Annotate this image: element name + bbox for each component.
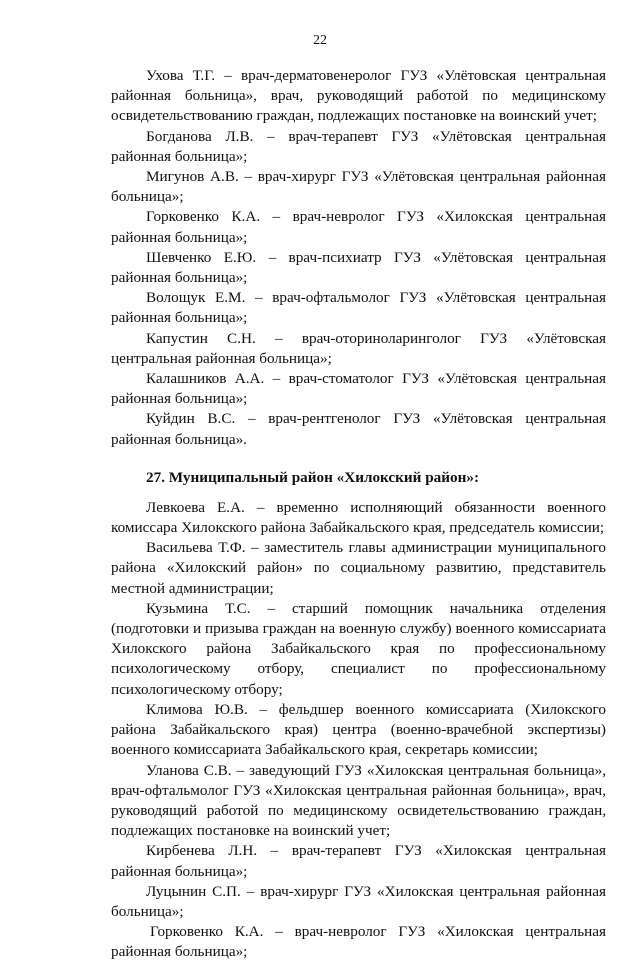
paragraph-voloshchuk: Волощук Е.М. – врач-офтальмолог ГУЗ «Улётовская центральная районная больница»; (111, 289, 606, 327)
paragraph-shevchenko: Шевченко Е.Ю. – врач-психиатр ГУЗ «Улётовская центральная районная больница»; (111, 248, 606, 287)
paragraph-vasilyeva: Васильева Т.Ф. – заместитель главы администрации муниципального района «Хилокский район» по социальному развитию, представитель местной администрации; (111, 539, 606, 597)
document-body (111, 66, 606, 963)
paragraph-kuzmina: Кузьмина Т.С. – старший помощник начальника отделения (подготовки и призыва граждан на военную службу) военного комиссариата Хилокского района Забайкальского края по профессиональному психологическому отбору, специалист по профессиональному психологическому отбору; (111, 599, 606, 698)
paragraph-gorkovenko-2: Горковенко К.А. – врач-невролог ГУЗ «Хилокская центральная районная больница»; (111, 923, 606, 961)
paragraph-lutsynin: Луцынин С.П. – врач-хирург ГУЗ «Хилокская центральная районная больница»; (111, 882, 606, 920)
paragraph-kapustin: Капустин С.Н. – врач-оториноларинголог ГУЗ «Улётовская центральная районная больница»; (111, 329, 606, 367)
paragraph-levkoeva: Левкоева Е.А. – временно исполняющий обязанности военного комиссара Хилокского района Забайкальского края, председатель комиссии; (111, 498, 606, 537)
section-heading: 27. Муниципальный район «Хилокский район»: (146, 468, 480, 486)
paragraph-gorkovenko-1: Горковенко К.А. – врач-невролог ГУЗ «Хилокская центральная районная больница»; (111, 208, 606, 246)
paragraph-migunov: Мигунов А.В. – врач-хирург ГУЗ «Улётовская центральная районная больница»; (111, 168, 606, 206)
paragraph-ulanova: Уланова С.В. – заведующий ГУЗ «Хилокская центральная больница», врач-офтальмолог ГУЗ «Хилокская центральная районная больница», врач, руководящий работой по медицинскому освидетельствованию граждан, подлежащих постановке на воинский учет; (111, 761, 606, 840)
paragraph-ukhova: Ухова Т.Г. – врач-дерматовенеролог ГУЗ «Улётовская центральная районная больница», врач, руководящий работой по медицинскому освидетельствованию граждан, подлежащих постановке на воинский учет; (111, 67, 606, 125)
paragraph-kalashnikov: Калашников А.А. – врач-стоматолог ГУЗ «Улётовская центральная районная больница»; (111, 370, 606, 408)
paragraph-kirbeneva: Кирбенева Л.Н. – врач-терапевт ГУЗ «Хилокская центральная районная больница»; (111, 842, 606, 880)
paragraph-kuydin: Куйдин В.С. – врач-рентгенолог ГУЗ «Улётовская центральная районная больница». (111, 410, 606, 448)
paragraph-klimova: Климова Ю.В. – фельдшер военного комиссариата (Хилокского района Забайкальского края) центра (военно-врачебной экспертизы) военного комиссариата Забайкальского края, секретарь комиссии; (111, 700, 606, 759)
paragraph-bogdanova: Богданова Л.В. – врач-терапевт ГУЗ «Улётовская центральная районная больница»; (111, 127, 606, 165)
page-number: 22 (313, 33, 327, 48)
